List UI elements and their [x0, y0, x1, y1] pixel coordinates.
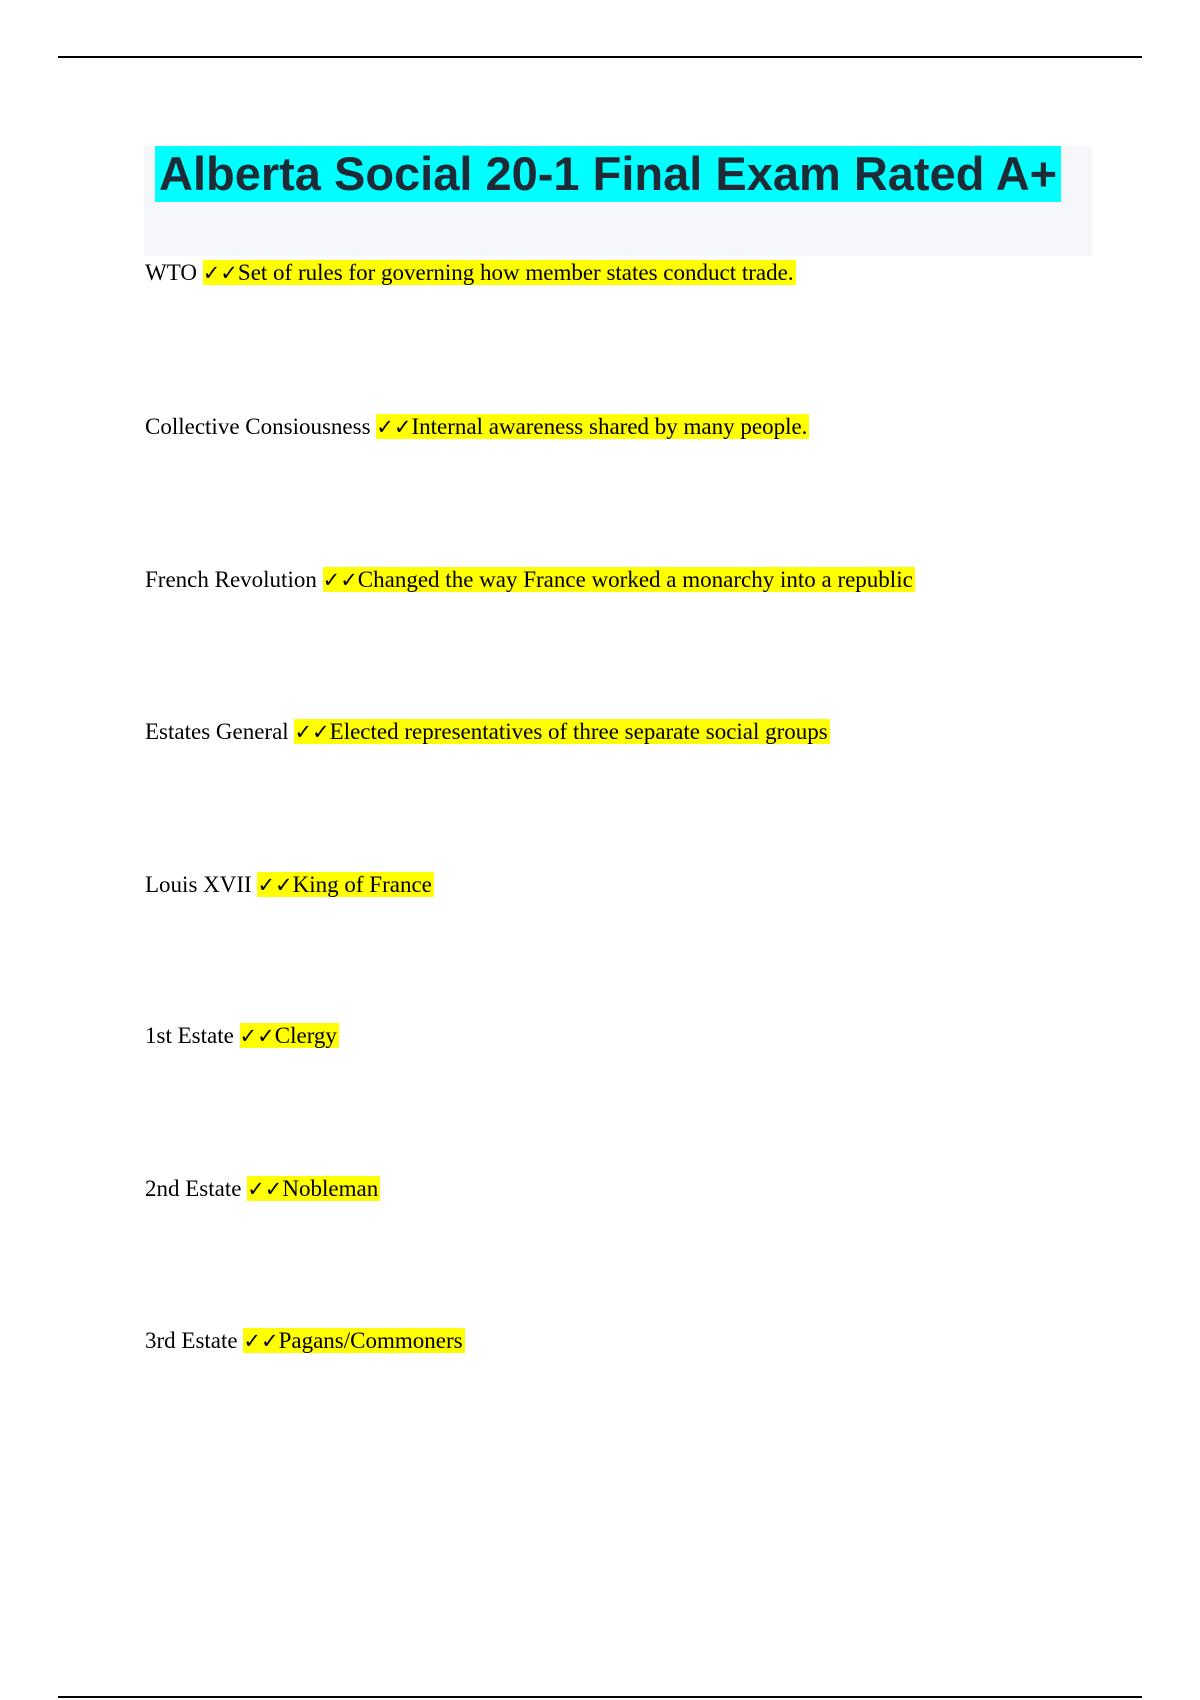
answer-highlight [257, 872, 433, 897]
double-check-icon: ✓✓ [257, 873, 293, 897]
flashcard-entry [145, 411, 809, 443]
double-check-icon: ✓✓ [294, 720, 330, 744]
answer-highlight [243, 1328, 464, 1353]
answer-highlight [323, 567, 915, 592]
answer-highlight [240, 1023, 339, 1048]
term: 2nd Estate [145, 1176, 242, 1201]
definition: Nobleman [282, 1176, 379, 1201]
double-check-icon: ✓✓ [202, 261, 238, 285]
double-check-icon: ✓✓ [247, 1177, 283, 1201]
double-check-icon: ✓✓ [376, 415, 412, 439]
term: 1st Estate [145, 1023, 234, 1048]
term: 3rd Estate [145, 1328, 238, 1353]
flashcard-entry [145, 869, 434, 901]
answer-highlight [203, 260, 796, 285]
double-check-icon: ✓✓ [322, 568, 358, 592]
flashcard-entry [145, 257, 796, 289]
term: Estates General [145, 719, 289, 744]
answer-highlight [294, 719, 829, 744]
flashcard-entry [145, 564, 915, 596]
double-check-icon: ✓✓ [239, 1024, 275, 1048]
answer-highlight [376, 414, 809, 439]
definition: King of France [292, 872, 432, 897]
definition: Changed the way France worked a monarchy into a republic [357, 567, 913, 592]
top-rule [58, 56, 1142, 58]
flashcard-entry [145, 716, 830, 748]
flashcard-entry [145, 1173, 380, 1205]
definition: Elected representatives of three separate social groups [329, 719, 828, 744]
answer-highlight [247, 1176, 380, 1201]
bottom-rule [58, 1696, 1142, 1698]
term: French Revolution [145, 567, 317, 592]
term: WTO [145, 260, 197, 285]
definition: Clergy [274, 1023, 337, 1048]
double-check-icon: ✓✓ [243, 1329, 279, 1353]
definition: Internal awareness shared by many people. [411, 414, 808, 439]
definition: Pagans/Commoners [278, 1328, 463, 1353]
flashcard-entry [145, 1020, 339, 1052]
term: Collective Consiousness [145, 414, 371, 439]
flashcard-entry [145, 1325, 465, 1357]
definition: Set of rules for governing how member states conduct trade. [237, 260, 794, 285]
document-title: Alberta Social 20-1 Final Exam Rated A+ [155, 146, 1061, 202]
term: Louis XVII [145, 872, 252, 897]
